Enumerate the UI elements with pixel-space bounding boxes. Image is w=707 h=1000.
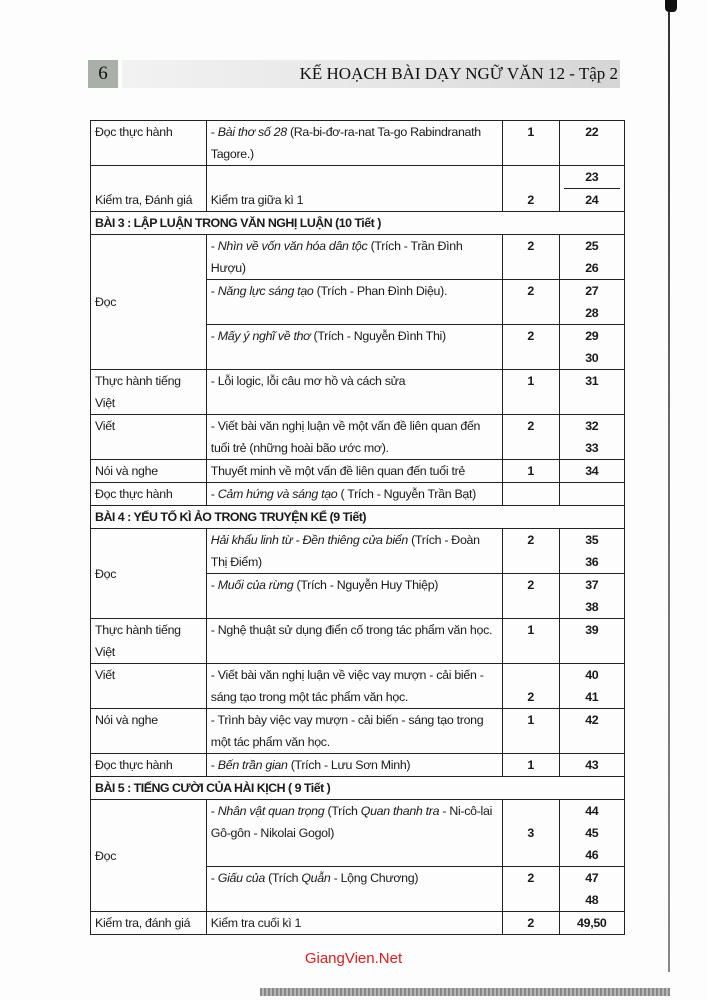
activity-cell: Đọc bbox=[91, 529, 207, 619]
content-cell: Kiểm tra giữa kì 1 bbox=[206, 166, 502, 212]
activity-cell: Viết bbox=[91, 415, 207, 460]
table-row bbox=[91, 619, 625, 664]
page-header bbox=[88, 60, 620, 88]
book-title: KẾ HOẠCH BÀI DẠY NGỮ VĂN 12 - Tập 2 bbox=[299, 64, 618, 83]
header-band bbox=[122, 60, 620, 88]
periods-cell: 2 bbox=[502, 574, 559, 619]
lesson-5-title: BÀI 5 : TIẾNG CƯỜI CỦA HÀI KỊCH ( 9 Tiết ) bbox=[91, 777, 625, 800]
table-row bbox=[91, 121, 625, 166]
lesson-heading-row bbox=[91, 212, 625, 235]
activity-cell: Đọc thực hành bbox=[91, 754, 207, 777]
lesson-number-cell: 42 bbox=[559, 709, 624, 754]
table-row bbox=[91, 709, 625, 754]
periods-cell bbox=[502, 483, 559, 506]
periods-cell: 2 bbox=[502, 912, 559, 935]
lesson-number-cell: 40 41 bbox=[559, 664, 624, 709]
activity-cell: Thực hành tiếng Việt bbox=[91, 370, 207, 415]
table-row bbox=[91, 166, 625, 212]
content-cell: Thuyết minh về một vấn đề liên quan đến tuổi trẻ bbox=[206, 460, 502, 483]
table-row bbox=[91, 664, 625, 709]
periods-cell: 2 bbox=[502, 529, 559, 574]
lesson-number-cell: 25 26 bbox=[559, 235, 624, 280]
activity-cell: Đọc bbox=[91, 800, 207, 912]
content-cell: - Trình bày việc vay mượn - cải biến - sáng tạo trong một tác phẩm văn học. bbox=[206, 709, 502, 754]
content-cell: - Lỗi logic, lỗi câu mơ hồ và cách sửa bbox=[206, 370, 502, 415]
lesson-plan-table bbox=[90, 120, 625, 935]
periods-cell: 3 bbox=[502, 800, 559, 867]
lesson-number-cell: 23 24 bbox=[559, 166, 624, 212]
content-cell: - Bến trần gian (Trích - Lưu Sơn Minh) bbox=[206, 754, 502, 777]
content-cell: - Nhân vật quan trọng (Trích Quan thanh tra - Ni-cô-lai Gô-gôn - Nikolai Gogol) bbox=[206, 800, 502, 867]
table-row bbox=[91, 529, 625, 574]
scan-edge-top bbox=[665, 0, 677, 12]
content-cell: - Cảm hứng và sáng tạo ( Trích - Nguyễn Trần Bạt) bbox=[206, 483, 502, 506]
content-cell: Hải khẩu linh từ - Đền thiêng cửa biển (Trích - Đoàn Thị Điểm) bbox=[206, 529, 502, 574]
content-cell: - Giấu của (Trích Quẫn - Lộng Chương) bbox=[206, 867, 502, 912]
periods-cell: 2 bbox=[502, 325, 559, 370]
content-cell: - Nghệ thuật sử dụng điển cố trong tác phẩm văn học. bbox=[206, 619, 502, 664]
lesson-4-title: BÀI 4 : YẾU TỐ KÌ ẢO TRONG TRUYỆN KỂ (9 Tiết) bbox=[91, 506, 625, 529]
lesson-number-cell: 39 bbox=[559, 619, 624, 664]
periods-cell: 2 bbox=[502, 280, 559, 325]
table-row bbox=[91, 460, 625, 483]
content-cell: - Muối của rừng (Trích - Nguyễn Huy Thiệp) bbox=[206, 574, 502, 619]
table-row bbox=[91, 754, 625, 777]
lesson-heading-row bbox=[91, 777, 625, 800]
periods-cell: 1 bbox=[502, 619, 559, 664]
periods-cell: 1 bbox=[502, 709, 559, 754]
table-row bbox=[91, 370, 625, 415]
table-row bbox=[91, 800, 625, 867]
activity-cell: Viết bbox=[91, 664, 207, 709]
watermark-link[interactable]: GiangVien.Net bbox=[304, 950, 403, 967]
page-number: 6 bbox=[88, 60, 118, 88]
periods-cell: 2 bbox=[502, 166, 559, 212]
lesson-number-cell: 37 38 bbox=[559, 574, 624, 619]
activity-cell: Kiểm tra, đánh giá bbox=[91, 912, 207, 935]
activity-cell: Đọc thực hành bbox=[91, 121, 207, 166]
table-row bbox=[91, 912, 625, 935]
lesson-number-cell: 35 36 bbox=[559, 529, 624, 574]
lesson-number-cell: 47 48 bbox=[559, 867, 624, 912]
periods-cell: 1 bbox=[502, 121, 559, 166]
activity-cell: Đọc thực hành bbox=[91, 483, 207, 506]
table-row bbox=[91, 235, 625, 280]
table-row bbox=[91, 415, 625, 460]
lesson-number-cell: 31 bbox=[559, 370, 624, 415]
lesson-3-title: BÀI 3 : LẬP LUẬN TRONG VĂN NGHỊ LUẬN (10 Tiết ) bbox=[91, 212, 625, 235]
lesson-number-cell: 43 bbox=[559, 754, 624, 777]
periods-cell: 2 bbox=[502, 415, 559, 460]
scan-edge-bottom bbox=[260, 988, 670, 996]
periods-cell: 1 bbox=[502, 754, 559, 777]
periods-cell: 1 bbox=[502, 460, 559, 483]
content-cell: - Viết bài văn nghị luận về một vấn đề liên quan đến tuổi trẻ (những hoài bão ước mơ). bbox=[206, 415, 502, 460]
activity-cell: Nói và nghe bbox=[91, 460, 207, 483]
lesson-number-cell: 29 30 bbox=[559, 325, 624, 370]
content-cell: - Viết bài văn nghị luận về việc vay mượn - cải biến - sáng tạo trong một tác phẩm văn học. bbox=[206, 664, 502, 709]
lesson-number-cell: 44 45 46 bbox=[559, 800, 624, 867]
lesson-number-cell bbox=[559, 483, 624, 506]
periods-cell: 2 bbox=[502, 235, 559, 280]
periods-cell: 1 bbox=[502, 370, 559, 415]
lesson-number-cell: 49,50 bbox=[559, 912, 624, 935]
content-cell: Kiểm tra cuối kì 1 bbox=[206, 912, 502, 935]
activity-cell: Thực hành tiếng Việt bbox=[91, 619, 207, 664]
lesson-number-cell: 32 33 bbox=[559, 415, 624, 460]
content-cell: - Năng lực sáng tạo (Trích - Phan Đình Diệu). bbox=[206, 280, 502, 325]
table-row bbox=[91, 483, 625, 506]
lesson-number-cell: 27 28 bbox=[559, 280, 624, 325]
content-cell: - Bài thơ số 28 (Ra-bi-đơ-ra-nat Ta-go Rabindranath Tagore.) bbox=[206, 121, 502, 166]
lesson-heading-row bbox=[91, 506, 625, 529]
periods-cell: 2 bbox=[502, 664, 559, 709]
scan-page-edge bbox=[668, 12, 670, 972]
activity-cell: Kiểm tra, Đánh giá bbox=[91, 166, 207, 212]
periods-cell: 2 bbox=[502, 867, 559, 912]
lesson-number-cell: 22 bbox=[559, 121, 624, 166]
content-cell: - Nhìn về vốn văn hóa dân tộc (Trích - Trần Đình Hượu) bbox=[206, 235, 502, 280]
lesson-number-cell: 34 bbox=[559, 460, 624, 483]
activity-cell: Nói và nghe bbox=[91, 709, 207, 754]
activity-cell: Đọc bbox=[91, 235, 207, 370]
content-cell: - Mấy ý nghĩ về thơ (Trích - Nguyễn Đình Thi) bbox=[206, 325, 502, 370]
